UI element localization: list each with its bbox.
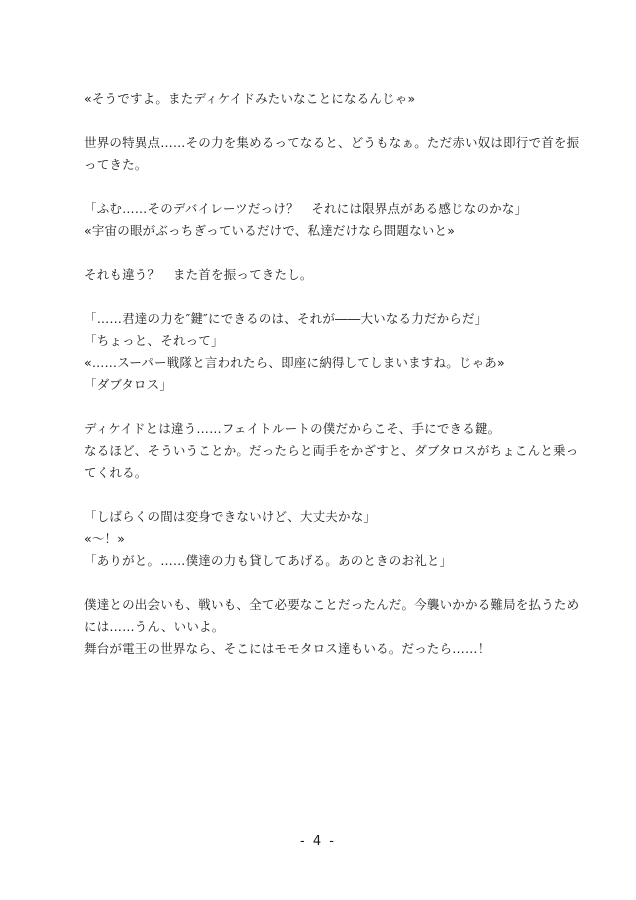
paragraph-gap — [84, 242, 554, 264]
text-line: ってきた。 — [84, 157, 148, 172]
text-line: «～！» — [84, 531, 126, 546]
text-line: には……うん、いいよ。 — [84, 619, 225, 634]
text-line: 世界の特異点……その力を集めるってなると、どうもなぁ。ただ赤い奴は即行で首を振 — [84, 135, 580, 150]
text-line: 僕達との出会いも、戦いも、全て必要なことだったんだ。今襲いかかる難局を払うため — [84, 597, 580, 612]
text-line: «……スーパー戦隊と言われたら、即座に納得してしまいますね。じゃあ» — [84, 355, 505, 370]
body-text — [84, 88, 580, 660]
paragraph-gap — [84, 286, 554, 308]
paragraph-gap — [84, 176, 554, 198]
text-line: それも違う？ また首を振ってきたし。 — [84, 267, 313, 282]
text-line: «宇宙の眼がぶっちぎっているだけで、私達だけなら問題ないと» — [84, 223, 456, 238]
text-line: 「……君達の力を″鍵″にできるのは、それが――大いなる力だからだ」 — [84, 311, 488, 326]
text-line: 舞台が電王の世界なら、そこにはモモタロス達もいる。だったら……！ — [84, 641, 491, 656]
text-line: 「ちょっと、それって」 — [84, 333, 224, 348]
text-line: 「ふむ……そのデバイレーツだっけ？ それには限界点がある感じなのかな」 — [84, 201, 528, 216]
paragraph-gap — [84, 110, 554, 132]
text-line: «そうですよ。またディケイドみたいなことになるんじゃ» — [84, 91, 416, 106]
paragraph-gap — [84, 396, 554, 418]
text-line: 「しばらくの間は変身できないけど、大丈夫かな」 — [84, 509, 377, 524]
page-number: - 4 - — [300, 834, 336, 849]
text-line: 「ダブタロス」 — [84, 377, 173, 392]
text-line: なるほど、そういうことか。だったらと両手をかざすと、ダブタロスがちょこんと乗っ — [84, 443, 579, 458]
paragraph-gap — [84, 484, 554, 506]
text-line: てくれる。 — [84, 465, 148, 480]
text-line: ディケイドとは違う……フェイトルートの僕だからこそ、手にできる鍵。 — [84, 421, 501, 436]
text-line: 「ありがと。……僕達の力も貸してあげる。あのときのお礼と」 — [84, 553, 453, 568]
paragraph-gap — [84, 572, 554, 594]
